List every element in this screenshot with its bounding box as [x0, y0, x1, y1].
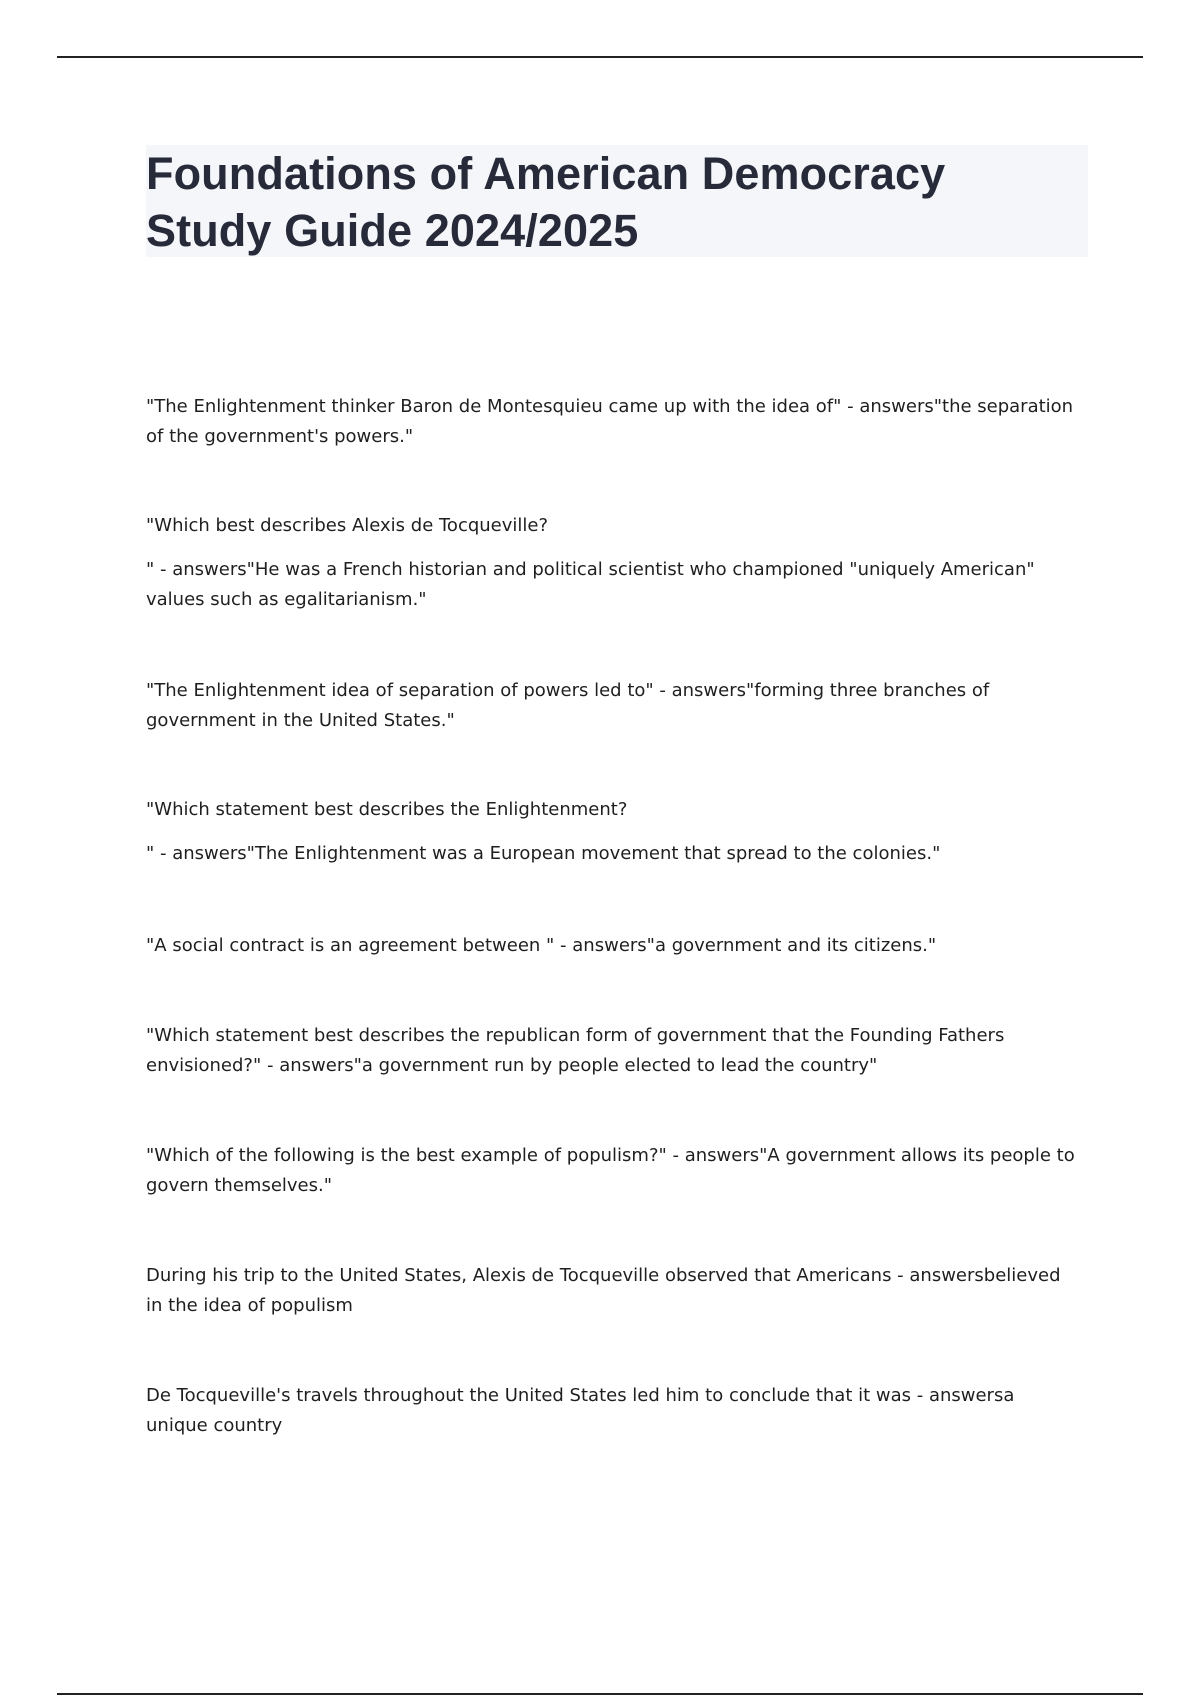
qa-item: [146, 1141, 1081, 1201]
qa-text: "The Enlightenment thinker Baron de Montesquieu came up with the idea of" - answers"the separation of the government's powers.": [146, 396, 1074, 447]
qa-item: [146, 795, 940, 869]
qa-text: "The Enlightenment idea of separation of powers led to" - answers"forming three branches of government in the United States.": [146, 680, 990, 731]
qa-item: [146, 676, 1081, 736]
qa-answer: " - answers"He was a French historian and political scientist who championed "uniquely American" values such as egalitarianism.": [146, 559, 1035, 610]
qa-item: [146, 511, 1081, 615]
page-title: [146, 145, 1088, 259]
qa-item: [146, 931, 936, 961]
footer-rule: [57, 1693, 1143, 1695]
title-block: [146, 145, 1088, 257]
qa-item: [146, 1261, 1081, 1321]
qa-item: [146, 1381, 1081, 1441]
qa-question: "Which best describes Alexis de Tocqueville?: [146, 515, 549, 536]
qa-text: "Which statement best describes the republican form of government that the Founding Fathers envisioned?" - answers"a government run by people elected to lead the country": [146, 1025, 1005, 1076]
title-line-1: Foundations of American Democracy: [146, 148, 946, 199]
qa-text: De Tocqueville's travels throughout the United States led him to conclude that it was - answersa unique country: [146, 1385, 1015, 1436]
qa-text: "A social contract is an agreement between " - answers"a government and its citizens.": [146, 935, 937, 956]
qa-answer: " - answers"The Enlightenment was a European movement that spread to the colonies.": [146, 843, 941, 864]
qa-question: "Which statement best describes the Enlightenment?: [146, 799, 628, 820]
qa-text: During his trip to the United States, Alexis de Tocqueville observed that Americans - answersbelieved in the idea of populism: [146, 1265, 1061, 1316]
qa-item: [146, 392, 1081, 452]
qa-text: "Which of the following is the best example of populism?" - answers"A government allows its people to govern themselves.": [146, 1145, 1075, 1196]
title-line-2: Study Guide 2024/2025: [146, 205, 639, 256]
qa-item: [146, 1021, 1081, 1081]
header-rule: [57, 56, 1143, 58]
